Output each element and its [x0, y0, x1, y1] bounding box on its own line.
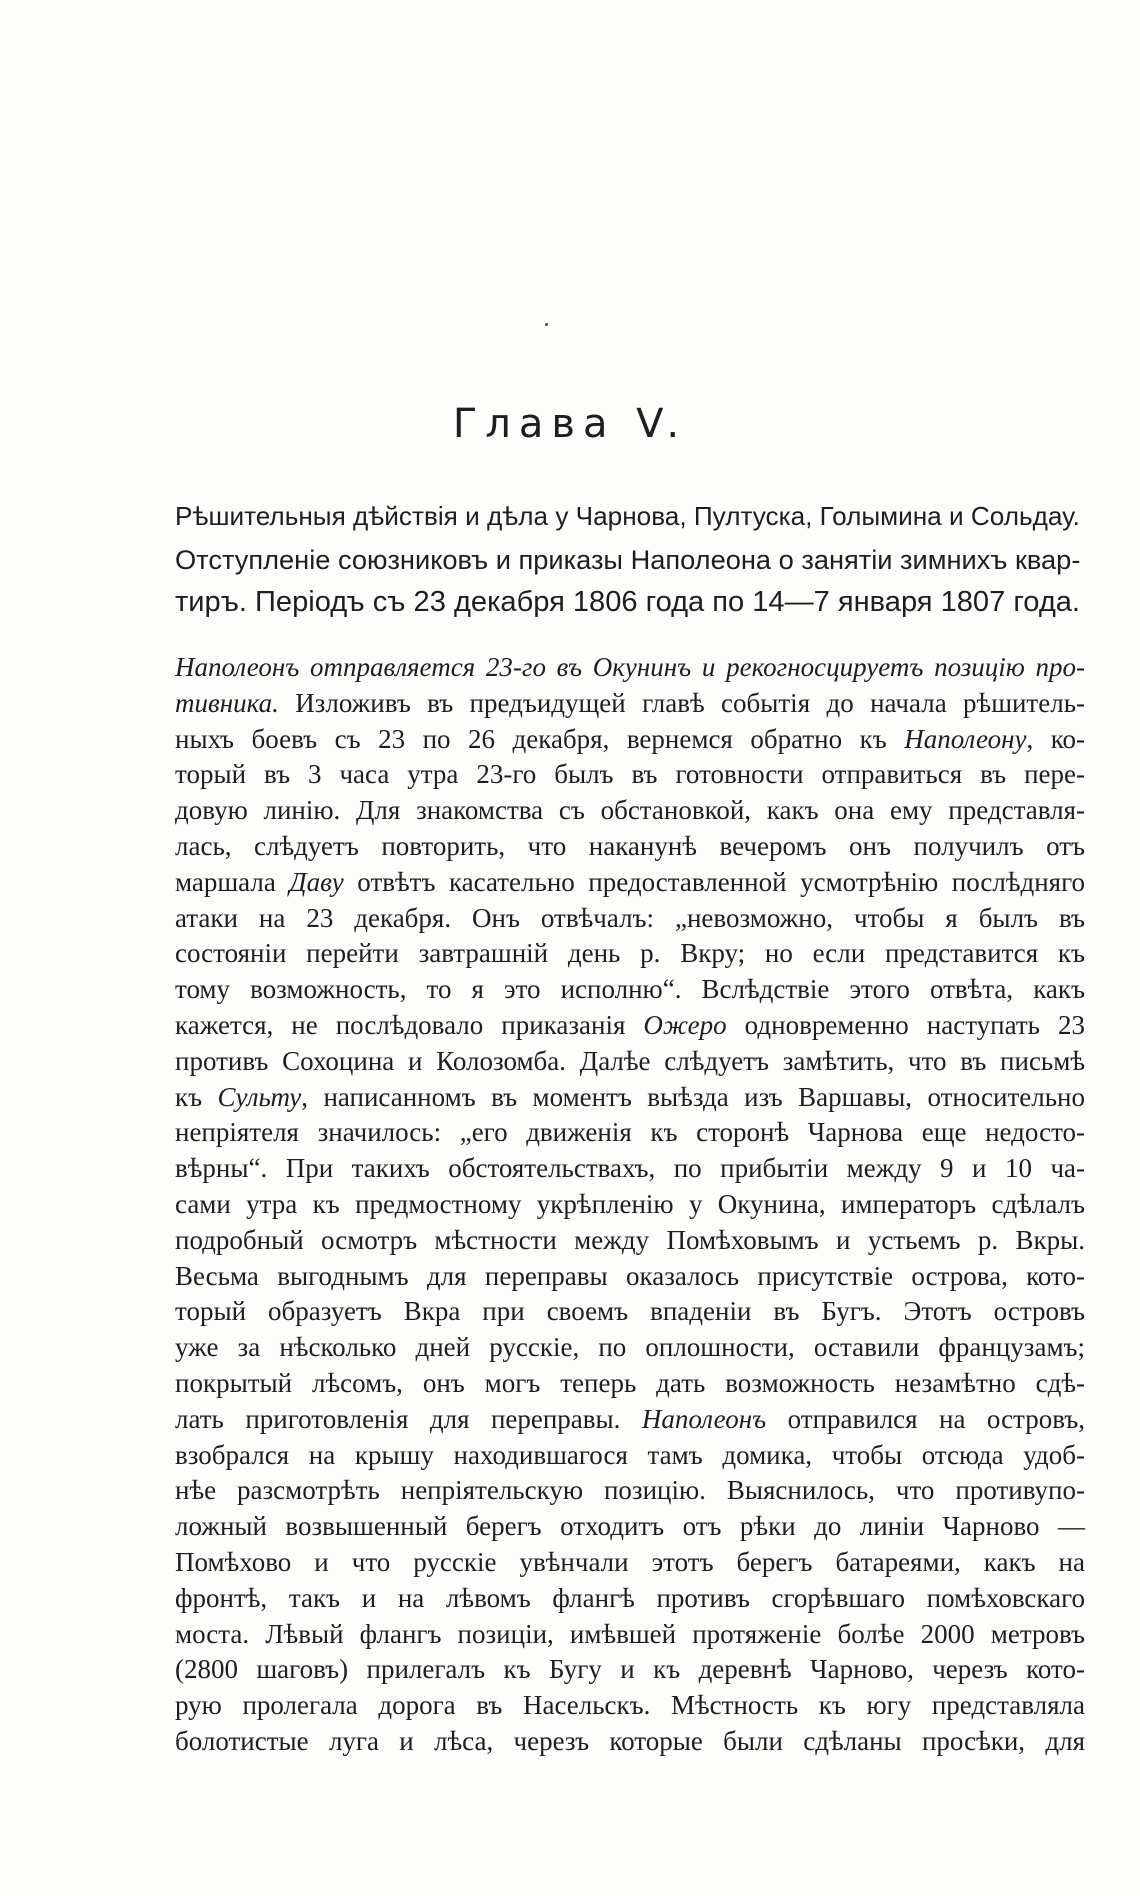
text-run: непріятеля значилось: „его движенія къ сторонѣ Чарнова еще недосто-: [175, 1117, 1085, 1148]
text-run: моста. Лѣвый флангъ позиціи, имѣвшей протяженіе болѣе 2000 метровъ: [175, 1618, 1085, 1649]
chapter-title: Глава V.: [452, 401, 688, 447]
text-run: противъ Сохоцина и Колозомба. Далѣе слѣдуетъ замѣтить, что въ письмѣ: [175, 1045, 1085, 1076]
text-line: [175, 1652, 1085, 1688]
text-line: [175, 757, 1085, 793]
text-line: [175, 1223, 1085, 1259]
text-run: отвѣтъ касательно предоставленной усмотрѣнію послѣдняго: [343, 866, 1086, 897]
text-run: болотистые луга и лѣса, черезъ которые были сдѣланы просѣки, для: [175, 1725, 1085, 1756]
text-line: [175, 972, 1085, 1008]
text-line: [175, 1545, 1085, 1581]
text-run: одновременно наступать 23: [726, 1009, 1085, 1040]
text-line: [175, 865, 1085, 901]
text-run: подробный осмотръ мѣстности между Помѣховымъ и устьемъ р. Вкры.: [175, 1224, 1085, 1255]
text-run: лась, слѣдуетъ повторить, что наканунѣ вечеромъ онъ получилъ отъ: [175, 830, 1085, 861]
text-run: тому возможность, то я это исполню“. Вслѣдствіе этого отвѣта, какъ: [175, 974, 1085, 1005]
italic-run: тивника.: [175, 687, 279, 718]
text-line: [175, 1294, 1085, 1330]
text-run: къ: [175, 1081, 218, 1112]
text-run: лать приготовленія для переправы.: [175, 1403, 642, 1434]
italic-run: Даву: [289, 866, 344, 897]
text-line: [175, 1438, 1085, 1474]
text-line: [175, 1080, 1085, 1116]
text-line: [175, 901, 1085, 937]
italic-run: Наполеону: [904, 723, 1027, 754]
text-line: [175, 1259, 1085, 1295]
text-run: , написанномъ въ моментъ выѣзда изъ Варшавы, относительно: [301, 1081, 1085, 1112]
text-line: [175, 1151, 1085, 1187]
text-line: [175, 650, 1085, 686]
text-line: [175, 936, 1085, 972]
text-run: фронтѣ, такъ и на лѣвомъ флангѣ противъ сгорѣвшаго помѣховскаго: [175, 1582, 1085, 1613]
body-text: [175, 650, 1085, 1760]
ink-speck: [545, 323, 548, 326]
text-run: , ко-: [1026, 723, 1085, 754]
text-line: [175, 1402, 1085, 1438]
text-run: Весьма выгоднымъ для переправы оказалось присутствіе острова, кото-: [175, 1260, 1085, 1291]
text-line: [175, 722, 1085, 758]
text-line: [175, 1509, 1085, 1545]
chapter-subtitle: [175, 495, 1085, 624]
text-line: [175, 1008, 1085, 1044]
italic-run: Наполеонъ отправляется 23-го въ Окунинъ и рекогносцируетъ позицію про-: [175, 652, 1085, 682]
text-run: атаки на 23 декабря. Онъ отвѣчалъ: „невозможно, чтобы я былъ въ: [175, 902, 1085, 933]
text-run: состояніи перейти завтрашній день р. Вкру; но если представится къ: [175, 938, 1085, 969]
subtitle-line: Рѣшительныя дѣйствія и дѣла у Чарнова, Пултуска, Голымина и Сольдау.: [175, 501, 1080, 531]
italic-run: Сульту: [217, 1081, 302, 1112]
text-line: [175, 686, 1085, 722]
text-line: [175, 1724, 1085, 1760]
text-run: довую линію. Для знакомства съ обстановкой, какъ она ему представля-: [175, 795, 1085, 826]
text-run: вѣрны“. При такихъ обстоятельствахъ, по прибытіи между 9 и 10 ча-: [175, 1153, 1085, 1184]
text-run: торый въ 3 часа утра 23-го былъ въ готовности отправиться въ пере-: [175, 759, 1085, 790]
italic-run: Наполеонъ: [641, 1403, 767, 1434]
text-run: Изложивъ въ предъидущей главѣ событія до начала рѣшитель-: [278, 687, 1085, 718]
italic-run: Ожеро: [643, 1009, 727, 1040]
text-line: [175, 793, 1085, 829]
subtitle-line: Отступленіе союзниковъ и приказы Наполеона о занятіи зимнихъ квар-: [175, 544, 1081, 575]
text-line: [175, 1473, 1085, 1509]
text-line: [175, 1581, 1085, 1617]
text-run: сами утра къ предмостному укрѣпленію у Окунина, императоръ сдѣлалъ: [175, 1188, 1085, 1219]
text-run: уже за нѣсколько дней русскіе, по оплошности, оставили французамъ;: [175, 1332, 1085, 1363]
text-line: [175, 1044, 1085, 1080]
text-line: [175, 1330, 1085, 1366]
text-run: торый образуетъ Вкра при своемъ впаденіи въ Бугъ. Этотъ островъ: [175, 1296, 1085, 1327]
text-line: [175, 1688, 1085, 1724]
text-line: [175, 1115, 1085, 1151]
text-run: ложный возвышенный берегъ отходитъ отъ рѣки до линіи Чарново —: [175, 1511, 1085, 1542]
text-run: (2800 шаговъ) прилегалъ къ Бугу и къ деревнѣ Чарново, черезъ кото-: [175, 1654, 1085, 1685]
text-line: [175, 1187, 1085, 1223]
text-run: ныхъ боевъ съ 23 по 26 декабря, вернемся обратно къ: [175, 723, 905, 754]
text-line: [175, 1366, 1085, 1402]
text-run: рую пролегала дорога въ Насельскъ. Мѣстность къ югу представляла: [175, 1690, 1085, 1721]
subtitle-line: тиръ. Періодъ съ 23 декабря 1806 года по 14—7 января 1807 года.: [175, 586, 1081, 618]
text-run: кажется, не послѣдовало приказанія: [175, 1009, 644, 1040]
text-run: взобрался на крышу находившагося тамъ домика, чтобы отсюда удоб-: [175, 1439, 1085, 1470]
text-run: отправился на островъ,: [766, 1403, 1085, 1434]
text-run: нѣе разсмотрѣть непріятельскую позицію. Выяснилось, что противупо-: [175, 1475, 1085, 1506]
text-run: покрытый лѣсомъ, онъ могъ теперь дать возможность незамѣтно сдѣ-: [175, 1367, 1085, 1398]
text-run: Помѣхово и что русскіе увѣнчали этотъ берегъ батареями, какъ на: [175, 1546, 1085, 1577]
text-run: маршала: [175, 866, 290, 897]
text-line: [175, 1617, 1085, 1653]
text-line: [175, 829, 1085, 865]
